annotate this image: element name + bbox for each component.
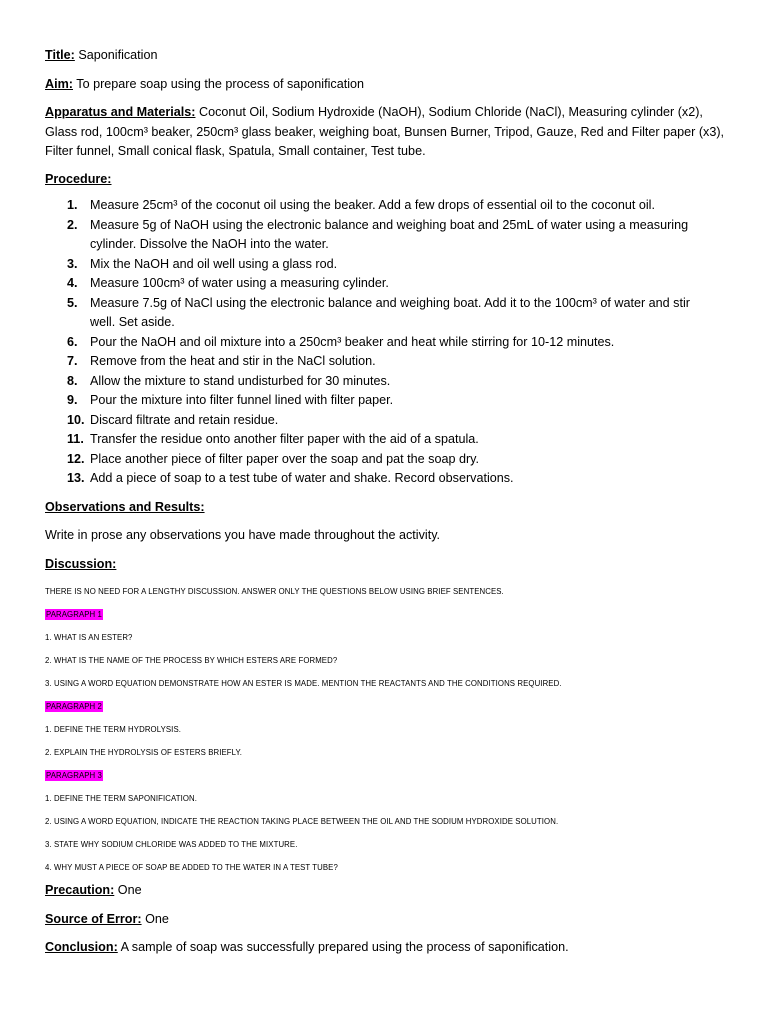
step-number: 6. <box>67 334 78 349</box>
aim-label: Aim: <box>45 76 73 91</box>
question: 1. DEFINE THE TERM SAPONIFICATION. <box>45 794 197 803</box>
question: 3. STATE WHY SODIUM CHLORIDE WAS ADDED TO THE MIXTURE. <box>45 840 298 849</box>
step-number: 3. <box>67 256 78 271</box>
step-number: 10. <box>67 412 85 427</box>
paragraph-1-heading: PARAGRAPH 1 <box>46 610 102 619</box>
step-text: Add a piece of soap to a test tube of water and shake. Record observations. <box>90 471 514 485</box>
procedure-step <box>45 391 725 411</box>
procedure-step <box>45 196 725 216</box>
procedure-step <box>45 255 725 275</box>
source-of-error-label: Source of Error: <box>45 911 142 926</box>
conclusion-line <box>45 938 725 958</box>
step-number: 12. <box>67 451 85 466</box>
title-label: Title: <box>45 48 75 62</box>
apparatus-line-1: Coconut Oil, Sodium Hydroxide (NaOH), Sodium Chloride (NaCl), Measuring cylinder (x2), <box>195 105 703 119</box>
observations-heading <box>45 498 725 518</box>
observations-label: Observations and Results: <box>45 499 205 514</box>
title-line <box>45 46 725 66</box>
document-page <box>45 46 725 958</box>
step-text: Measure 7.5g of NaCl using the electronic balance and weighing boat. Add it to the 100cm³ of water and stir <box>90 295 690 310</box>
step-text: Transfer the residue onto another filter paper with the aid of a spatula. <box>90 432 479 446</box>
apparatus-section <box>45 103 725 162</box>
procedure-list <box>45 196 725 489</box>
procedure-step <box>45 352 725 372</box>
question: 1. WHAT IS AN ESTER? <box>45 633 133 642</box>
step-number: 1. <box>67 198 78 212</box>
step-number: 8. <box>67 373 78 388</box>
question: 2. EXPLAIN THE HYDROLYSIS OF ESTERS BRIEFLY. <box>45 748 243 757</box>
step-number: 13. <box>67 471 85 485</box>
step-text: Measure 25cm³ of the coconut oil using the beaker. Add a few drops of essential oil to the coconut oil. <box>90 198 655 212</box>
step-text: Measure 5g of NaOH using the electronic balance and weighing boat and 25mL of water using a measuring <box>90 217 689 232</box>
procedure-step <box>45 294 725 333</box>
precaution-value: One <box>114 883 142 897</box>
aim-value: To prepare soap using the process of saponification <box>73 76 365 91</box>
step-text: Allow the mixture to stand undisturbed for 30 minutes. <box>90 373 391 388</box>
procedure-step <box>45 450 725 470</box>
question: 3. USING A WORD EQUATION DEMONSTRATE HOW AN ESTER IS MADE. MENTION THE REACTANTS AND THE CONDITIONS REQUIRED. <box>45 679 562 688</box>
procedure-label: Procedure: <box>45 171 112 186</box>
aim-line <box>45 75 725 95</box>
procedure-step <box>45 411 725 431</box>
step-text: Pour the mixture into filter funnel lined with filter paper. <box>90 393 394 407</box>
conclusion-value: A sample of soap was successfully prepared using the process of saponification. <box>117 940 569 954</box>
paragraph-2-heading: PARAGRAPH 2 <box>46 702 102 711</box>
discussion-label: Discussion: <box>45 556 117 571</box>
observations-text: Write in prose any observations you have made throughout the activity. <box>45 528 441 542</box>
step-number: 5. <box>67 295 78 310</box>
discussion-intro: THERE IS NO NEED FOR A LENGTHY DISCUSSION. ANSWER ONLY THE QUESTIONS BELOW USING BRIEF SENTENCES. <box>45 587 504 596</box>
precaution-label: Precaution: <box>45 883 115 897</box>
step-number: 7. <box>67 354 78 368</box>
procedure-step <box>45 430 725 450</box>
precaution-line <box>45 881 725 901</box>
step-text: Discard filtrate and retain residue. <box>90 412 279 427</box>
step-text: Place another piece of filter paper over the soap and pat the soap dry. <box>90 451 480 466</box>
step-text: Measure 100cm³ of water using a measuring cylinder. <box>90 276 389 290</box>
apparatus-line-3: Filter funnel, Small conical flask, Spatula, Small container, Test tube. <box>45 144 426 158</box>
step-number: 2. <box>67 217 78 232</box>
step-text: cylinder. Dissolve the NaOH into the water. <box>90 237 329 251</box>
apparatus-line-2: Glass rod, 100cm³ beaker, 250cm³ glass beaker, weighing boat, Bunsen Burner, Tripod, Gauze, Red and Filter paper (x3), <box>45 124 725 139</box>
question: 4. WHY MUST A PIECE OF SOAP BE ADDED TO THE WATER IN A TEST TUBE? <box>45 863 338 872</box>
step-text: Mix the NaOH and oil well using a glass rod. <box>90 256 338 271</box>
step-text: Pour the NaOH and oil mixture into a 250cm³ beaker and heat while stirring for 10-12 minutes. <box>90 334 615 349</box>
question: 2. WHAT IS THE NAME OF THE PROCESS BY WHICH ESTERS ARE FORMED? <box>45 656 338 665</box>
question: 2. USING A WORD EQUATION, INDICATE THE REACTION TAKING PLACE BETWEEN THE OIL AND THE SODIUM HYDROXIDE SOLUTION. <box>45 817 559 826</box>
step-number: 9. <box>67 393 78 407</box>
step-text: Remove from the heat and stir in the NaCl solution. <box>90 354 376 368</box>
procedure-step <box>45 216 725 255</box>
source-of-error-line <box>45 910 725 930</box>
paragraph-3-heading: PARAGRAPH 3 <box>46 771 102 780</box>
apparatus-label: Apparatus and Materials: <box>45 105 196 119</box>
step-number: 11. <box>67 432 84 446</box>
procedure-heading <box>45 170 725 190</box>
procedure-step <box>45 372 725 392</box>
source-of-error-value: One <box>141 911 169 926</box>
question: 1. DEFINE THE TERM HYDROLYSIS. <box>45 725 182 734</box>
discussion-heading <box>45 555 725 575</box>
procedure-step <box>45 469 725 489</box>
conclusion-label: Conclusion: <box>45 940 118 954</box>
step-number: 4. <box>67 276 78 290</box>
title-value: Saponification <box>74 48 158 62</box>
procedure-step <box>45 333 725 353</box>
step-text: well. Set aside. <box>90 315 175 329</box>
procedure-step <box>45 274 725 294</box>
